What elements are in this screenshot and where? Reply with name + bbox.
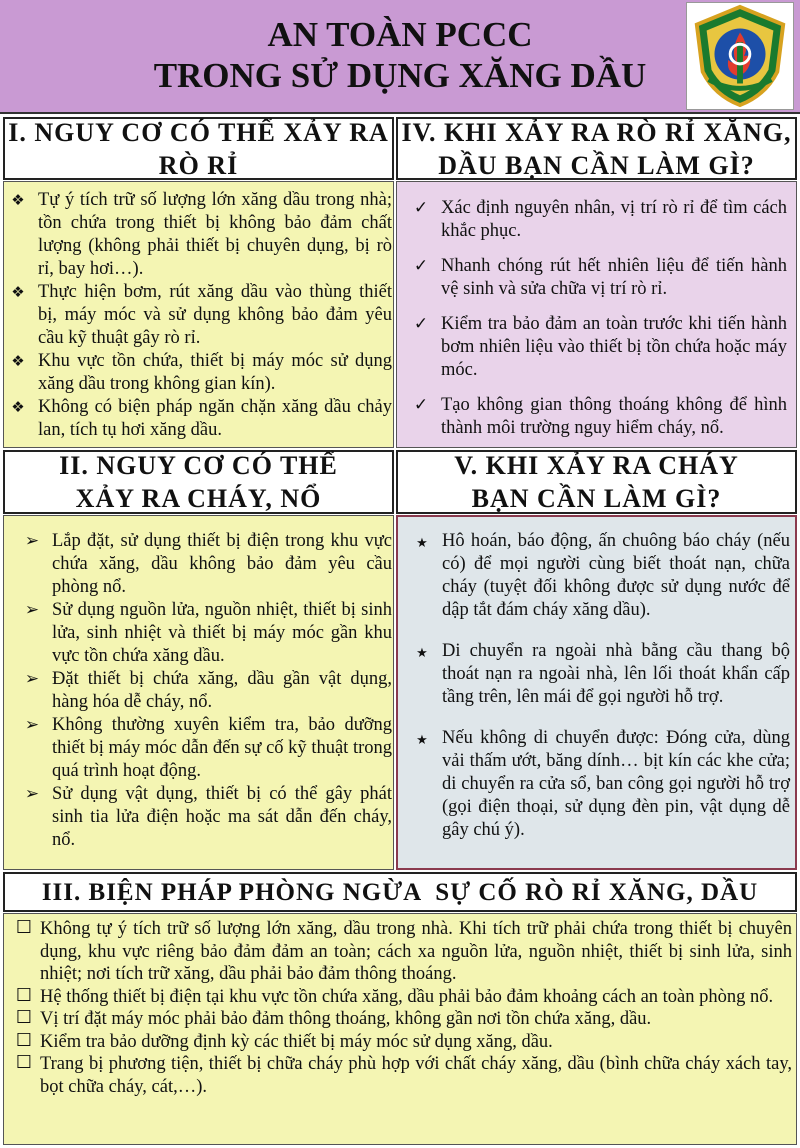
diamond-bullet-icon: ❖: [11, 283, 25, 301]
hollow-square-bullet-icon: ☐: [15, 1007, 33, 1028]
arrowhead-bullet-icon: ➢: [24, 600, 40, 620]
list-item: ➢ Sử dụng nguồn lửa, nguồn nhiệt, thiết bị sinh lửa, sinh nhiệt và thiết bị máy móc gần khu vực tồn chứa xăng dầu.: [52, 599, 392, 668]
section-4-title-line-2: DẦU BẠN CẦN LÀM GÌ?: [438, 150, 755, 180]
section-2-title: [3, 450, 394, 514]
section-1-panel: [3, 181, 394, 448]
title-line-1: AN TOÀN PCCC: [267, 15, 533, 54]
diamond-bullet-icon: ❖: [11, 191, 25, 209]
checkmark-bullet-icon: ✓: [413, 198, 429, 218]
section-3-list: [15, 917, 792, 1098]
section-2-list: [24, 530, 392, 852]
section-4-list: [413, 197, 787, 452]
list-item: ➢ Lắp đặt, sử dụng thiết bị điện trong khu vực chứa xăng, dầu không bảo đảm yêu cầu phòng nổ.: [52, 530, 392, 599]
list-item: ☐ Vị trí đặt máy móc phải bảo đảm thông thoáng, không gần nơi tồn chứa xăng, dầu.: [40, 1008, 792, 1031]
hollow-square-bullet-icon: ☐: [15, 984, 33, 1006]
list-item: ➢ Đặt thiết bị chứa xăng, dầu gần vật dụng, hàng hóa dễ cháy, nổ.: [52, 668, 392, 714]
hollow-square-bullet-icon: ☐: [15, 917, 33, 938]
section-1-list: [11, 189, 392, 442]
arrowhead-bullet-icon: ➢: [24, 531, 40, 551]
list-item: ✓ Tạo không gian thông thoáng không để hình thành môi trường nguy hiểm cháy, nổ.: [441, 394, 787, 440]
arrowhead-bullet-icon: ➢: [24, 784, 40, 804]
section-4-panel: [396, 181, 797, 448]
section-4-title-line-1: IV. KHI XẢY RA RÒ RỈ XĂNG,: [401, 117, 792, 147]
list-item: ❖ Tự ý tích trữ số lượng lớn xăng dầu trong nhà; tồn chứa trong thiết bị không bảo đảm chất lượng (không phải thiết bị chuyên dụng, bị rò rỉ, bay hơi…).: [38, 189, 392, 281]
checkmark-bullet-icon: ✓: [413, 314, 429, 334]
list-item: ☐ Hệ thống thiết bị điện tại khu vực tồn chứa xăng, dầu phải bảo đảm khoảng cách an toàn phòng nổ.: [40, 986, 792, 1009]
page-title: [120, 14, 680, 96]
list-item: ❖ Không có biện pháp ngăn chặn xăng dầu chảy lan, tích tụ hơi xăng dầu.: [38, 396, 392, 442]
list-item: ☐ Kiểm tra bảo dưỡng định kỳ các thiết bị máy móc sử dụng xăng, dầu.: [40, 1031, 792, 1054]
list-item: ❖ Khu vực tồn chứa, thiết bị máy móc sử dụng xăng dầu trong không gian kín).: [38, 350, 392, 396]
section-5-title-line-1: V. KHI XẢY RA CHÁY: [454, 451, 739, 480]
diamond-bullet-icon: ❖: [11, 352, 25, 370]
list-item: ☐ Trang bị phương tiện, thiết bị chữa cháy phù hợp với chất cháy xăng, dầu (bình chữa cháy xách tay, bọt chữa cháy, cát,…).: [40, 1053, 792, 1098]
section-2-title-line-1: II. NGUY CƠ CÓ THỂ: [59, 451, 338, 480]
section-4-title: [396, 117, 797, 180]
section-2-panel: [3, 515, 394, 870]
arrowhead-bullet-icon: ➢: [24, 715, 40, 735]
section-5-title: [396, 450, 797, 514]
list-item: ★ Di chuyển ra ngoài nhà bằng cầu thang bộ thoát nạn ra ngoài nhà, lên lối thoát khẩn cấp tầng trên, lên mái để gọi người hỗ trợ.: [442, 640, 790, 709]
hollow-square-bullet-icon: ☐: [15, 1029, 33, 1051]
header-banner: [0, 0, 800, 114]
list-item: ❖ Thực hiện bơm, rút xăng dầu vào thùng thiết bị, máy móc và sử dụng không bảo đảm yêu cầu kỹ thuật gây rò rỉ.: [38, 281, 392, 350]
arrowhead-bullet-icon: ➢: [24, 669, 40, 689]
list-item: ☐ Không tự ý tích trữ số lượng lớn xăng, dầu trong nhà. Khi tích trữ phải chứa trong thiết bị chuyên dụng, khu vực riêng bảo đảm đảm an toàn; cách xa nguồn lửa, nguồn nhiệt, thiết bị sinh lửa, sinh nhiệt; nơi tích trữ xăng, dầu phải bảo đảm thông thoáng.: [40, 918, 792, 986]
star-bullet-icon: ★: [416, 536, 428, 551]
hollow-square-bullet-icon: ☐: [15, 1052, 33, 1073]
list-item: ✓ Kiểm tra bảo đảm an toàn trước khi tiến hành bơm nhiên liệu vào thiết bị tồn chứa hoặc máy móc.: [441, 313, 787, 382]
star-bullet-icon: ★: [416, 646, 428, 661]
list-item: ★ Hô hoán, báo động, ấn chuông báo cháy (nếu có) để mọi người cùng biết thoát nạn, chữa cháy (tuyệt đối không được sử dụng nước để dập tắt đám cháy xăng dầu).: [442, 530, 790, 622]
section-5-panel: [396, 515, 797, 870]
section-5-list: [416, 530, 790, 860]
star-bullet-icon: ★: [416, 733, 428, 748]
section-3-title: [3, 872, 797, 912]
list-item: ✓ Xác định nguyên nhân, vị trí rò rỉ để tìm cách khắc phục.: [441, 197, 787, 243]
section-1-title-line-1: I. NGUY CƠ CÓ THỂ XẢY RA: [8, 117, 389, 147]
section-1-title: [3, 117, 394, 180]
checkmark-bullet-icon: ✓: [413, 395, 429, 415]
list-item: ➢ Sử dụng vật dụng, thiết bị có thể gây phát sinh tia lửa điện hoặc ma sát dẫn đến cháy, nổ.: [52, 783, 392, 852]
list-item: ✓ Nhanh chóng rút hết nhiên liệu để tiến hành vệ sinh và sửa chữa vị trí rò rỉ.: [441, 255, 787, 301]
section-1-title-line-2: RÒ RỈ: [158, 150, 239, 180]
section-5-title-line-2: BẠN CẦN LÀM GÌ?: [471, 484, 722, 513]
section-3-title-text: III. BIỆN PHÁP PHÒNG NGỪA SỰ CỐ RÒ RỈ XĂNG, DẦU: [41, 878, 759, 906]
title-line-2: TRONG SỬ DỤNG XĂNG DẦU: [153, 56, 647, 95]
section-3-panel: [3, 913, 797, 1145]
checkmark-bullet-icon: ✓: [413, 256, 429, 276]
list-item: ★ Nếu không di chuyển được: Đóng cửa, dùng vải thấm ướt, băng dính… bịt kín các khe cửa; di chuyển ra cửa sổ, ban công gọi người hỗ trợ (gọi điện thoại, sử dụng đèn pin, vật dụng dễ gây chú ý).: [442, 727, 790, 842]
section-2-title-line-2: XẢY RA CHÁY, NỔ: [75, 484, 322, 513]
fire-police-emblem-icon: [686, 2, 794, 110]
diamond-bullet-icon: ❖: [11, 398, 25, 416]
list-item: ➢ Không thường xuyên kiểm tra, bảo dưỡng thiết bị máy móc dẫn đến sự cố kỹ thuật trong quá trình hoạt động.: [52, 714, 392, 783]
